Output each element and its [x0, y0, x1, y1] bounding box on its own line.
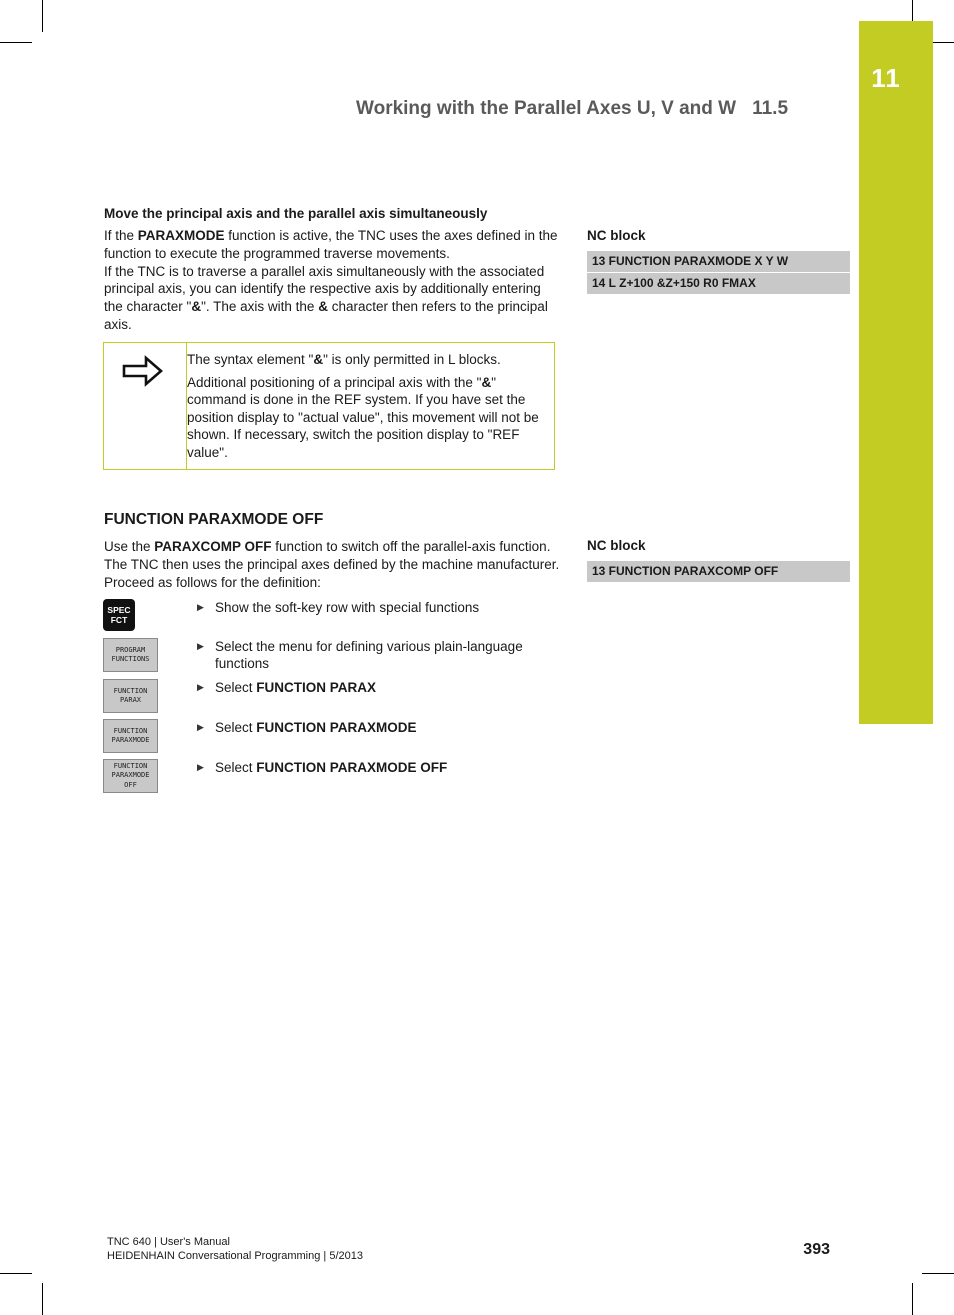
nc-block-label: NC block — [587, 538, 646, 553]
crop-mark — [922, 1273, 954, 1274]
nc-block-label: NC block — [587, 228, 646, 243]
spec-fct-key[interactable]: SPEC FCT — [103, 599, 135, 631]
crop-mark — [42, 0, 43, 32]
note-box — [103, 342, 555, 470]
move-paragraph: If the PARAXMODE function is active, the TNC uses the axes defined in the function to execute the programmed traverse movements. If the TNC is to traverse a parallel axis simultaneously with the associated principal axis, you can identify the respective axis by additionally entering the character "&". The axis with the & character then refers to the principal axis. — [104, 228, 558, 332]
crop-mark — [912, 1283, 913, 1315]
step-text: Select FUNCTION PARAXMODE — [215, 720, 417, 735]
nc-block-row: 13 FUNCTION PARAXCOMP OFF — [587, 561, 850, 582]
note-line-1: The syntax element "&" is only permitted in L blocks. — [187, 352, 501, 367]
step-function-paraxmode-off — [103, 759, 558, 793]
step-text: Show the soft-key row with special functions — [215, 600, 480, 615]
crop-mark — [0, 1273, 32, 1274]
running-header — [356, 98, 828, 120]
footer-edition: HEIDENHAIN Conversational Programming | 5/2013 — [107, 1250, 363, 1262]
program-functions-softkey[interactable]: PROGRAM FUNCTIONS — [103, 638, 158, 672]
step-program-functions — [103, 638, 558, 672]
step-function-paraxmode — [103, 719, 558, 753]
arrow-right-icon — [122, 355, 164, 387]
subsection-heading: Move the principal axis and the parallel axis simultaneously — [104, 206, 488, 221]
function-parax-softkey[interactable]: FUNCTION PARAX — [103, 679, 158, 713]
page-number: 393 — [803, 1241, 830, 1258]
step-spec-fct — [103, 599, 558, 633]
off-paragraph: Use the PARAXCOMP OFF function to switch off the parallel-axis function. The TNC then uses the principal axes defined by the machine manufacturer. Proceed as follows for the definition: — [104, 539, 560, 590]
note-text — [187, 351, 542, 467]
triangle-bullet-icon: ▶ — [197, 722, 204, 732]
function-paraxmode-off-softkey[interactable]: FUNCTION PARAXMODE OFF — [103, 759, 158, 793]
note-line-2: Additional positioning of a principal axis with the "&" command is done in the REF system. If you have set the position display to "actual value", this movement will not be shown. If necessary, switch the position display to "REF value". — [187, 374, 539, 460]
triangle-bullet-icon: ▶ — [197, 602, 204, 612]
step-function-parax — [103, 679, 558, 713]
chapter-tab — [859, 21, 933, 724]
section-heading: FUNCTION PARAXMODE OFF — [104, 511, 324, 528]
triangle-bullet-icon: ▶ — [197, 682, 204, 692]
header-title: Working with the Parallel Axes U, V and W — [356, 98, 737, 119]
nc-block-row: 13 FUNCTION PARAXMODE X Y W — [587, 251, 850, 272]
step-text: Select FUNCTION PARAX — [215, 680, 377, 695]
crop-mark — [42, 1283, 43, 1315]
step-text: Select FUNCTION PARAXMODE OFF — [215, 760, 448, 775]
chapter-number: 11 — [871, 63, 901, 93]
header-section-number: 11.5 — [752, 98, 789, 119]
step-text: Select the menu for defining various plain-language functions — [215, 639, 523, 671]
footer — [107, 1235, 363, 1263]
triangle-bullet-icon: ▶ — [197, 641, 204, 651]
crop-mark — [0, 42, 32, 43]
function-paraxmode-softkey[interactable]: FUNCTION PARAXMODE — [103, 719, 158, 753]
nc-block-row: 14 L Z+100 &Z+150 R0 FMAX — [587, 273, 850, 294]
footer-manual-title: TNC 640 | User's Manual — [107, 1236, 230, 1248]
triangle-bullet-icon: ▶ — [197, 762, 204, 772]
